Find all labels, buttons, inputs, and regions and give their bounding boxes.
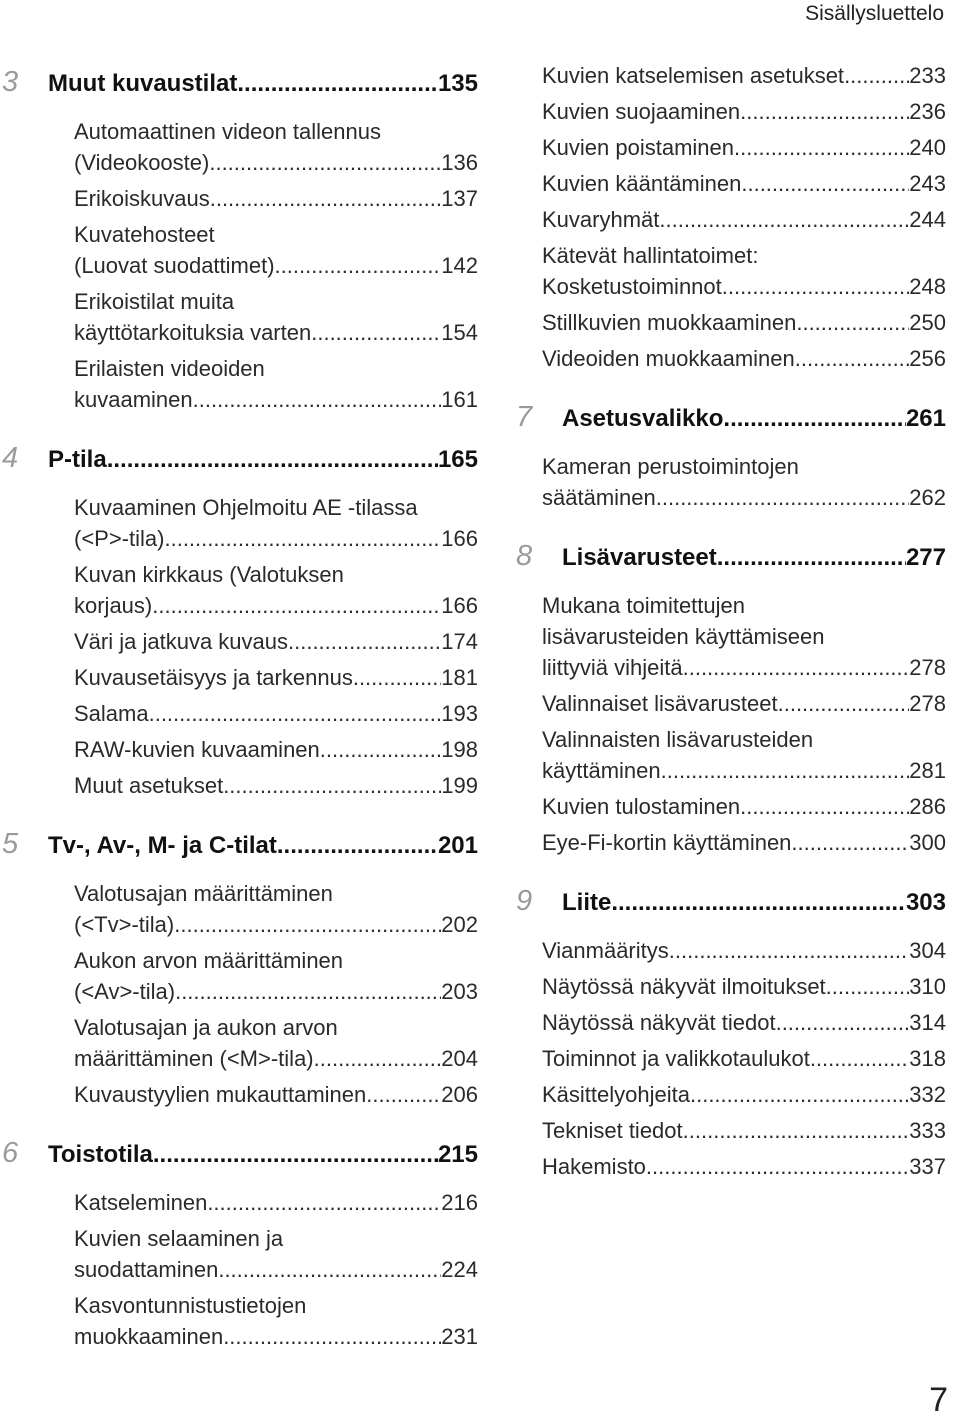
entry-page: 198: [441, 737, 478, 762]
entry-text: Kosketustoiminnot: [542, 274, 722, 299]
entry-text: Kuvien tulostaminen: [542, 794, 741, 819]
toc-entry[interactable]: [516, 96, 946, 127]
entry-page: 199: [441, 773, 478, 798]
entry-page: 203: [441, 979, 478, 1004]
chapter-number: 9: [516, 885, 533, 917]
dot-leader: [223, 1321, 441, 1352]
chapter-number: 4: [2, 442, 19, 474]
dot-leader: [311, 317, 441, 348]
chapter-title: Asetusvalikko: [562, 405, 724, 432]
entry-last-line: [542, 482, 946, 513]
entry-last-line: [542, 791, 946, 822]
entry-text-line: Kätevät hallintatoimet:: [542, 243, 759, 268]
chapter-title-row: [48, 832, 478, 860]
dot-leader: [683, 1115, 910, 1146]
toc-entry[interactable]: [516, 971, 946, 1002]
chapter-title-row: [48, 70, 478, 98]
entry-last-line: [542, 168, 946, 199]
entry-text-line: Valotusajan ja aukon arvon: [74, 1015, 338, 1040]
chapter-heading[interactable]: [516, 885, 946, 931]
chapter-title: Muut kuvaustilat: [48, 70, 238, 97]
entry-text: Erikoiskuvaus: [74, 186, 210, 211]
entry-page: 300: [909, 830, 946, 855]
chapter-spacer: [516, 518, 946, 534]
chapter-title: Toistotila: [48, 1141, 153, 1168]
entry-text: Muut asetukset: [74, 773, 224, 798]
entry-text-line: Automaattinen videon tallennus: [74, 119, 381, 144]
toc-entry[interactable]: [0, 878, 478, 940]
section-header: Sisällysluettelo: [805, 2, 944, 25]
dot-leader: [366, 1079, 441, 1110]
entry-last-line: [74, 734, 478, 765]
toc-entry[interactable]: [516, 935, 946, 966]
entry-last-line: [74, 183, 478, 214]
entry-last-line: [74, 1321, 478, 1352]
entry-text: suodattaminen: [74, 1257, 219, 1282]
toc-entry[interactable]: [516, 1115, 946, 1146]
entry-last-line: [542, 1079, 946, 1110]
entry-last-line: [74, 1043, 478, 1074]
entry-last-line: [74, 1254, 478, 1285]
entry-text: Kuvien poistaminen: [542, 135, 735, 160]
entry-text: Stillkuvien muokkaaminen: [542, 310, 797, 335]
entry-last-line: [542, 1151, 946, 1182]
entry-page: 286: [909, 794, 946, 819]
toc-entry[interactable]: [0, 626, 478, 657]
entry-text: Kuvaryhmät: [542, 207, 660, 232]
entry-page: 224: [441, 1257, 478, 1282]
entry-page: 304: [909, 938, 946, 963]
chapter-spacer: [0, 420, 478, 436]
dot-leader: [740, 96, 909, 127]
entry-text: Kuvausetäisyys ja tarkennus: [74, 665, 353, 690]
toc-entry[interactable]: [0, 116, 478, 178]
entry-page: 236: [909, 99, 946, 124]
dot-leader: [683, 652, 910, 683]
entry-text-line: Kuvatehosteet: [74, 222, 215, 247]
dot-leader: [152, 590, 441, 621]
entry-text-line: Kameran perustoimintojen: [542, 454, 799, 479]
entry-text-line: Erilaisten videoiden: [74, 356, 265, 381]
entry-page: 244: [909, 207, 946, 232]
dot-leader: [778, 688, 910, 719]
entry-text: Vianmääritys: [542, 938, 669, 963]
entry-page: 332: [909, 1082, 946, 1107]
dot-leader: [175, 976, 441, 1007]
entry-page: 231: [441, 1324, 478, 1349]
chapter-heading[interactable]: [0, 66, 478, 112]
entry-page: 333: [909, 1118, 946, 1143]
entry-page: 310: [909, 974, 946, 999]
toc-entry[interactable]: [516, 688, 946, 719]
dot-leader: [153, 1141, 438, 1169]
entry-text: Näytössä näkyvät ilmoitukset: [542, 974, 826, 999]
entry-last-line: [74, 976, 478, 1007]
entry-text: Käsittelyohjeita: [542, 1082, 690, 1107]
toc-entry[interactable]: [0, 559, 478, 621]
entry-page: 256: [909, 346, 946, 371]
entry-page: 136: [441, 150, 478, 175]
chapter-page: 277: [905, 544, 946, 571]
entry-last-line: [74, 523, 478, 554]
entry-last-line: [542, 60, 946, 91]
entry-last-line: [74, 250, 478, 281]
entry-page: 240: [909, 135, 946, 160]
chapter-title-row: [562, 405, 946, 433]
dot-leader: [209, 147, 441, 178]
entry-page: 262: [909, 485, 946, 510]
chapter-title-row: [562, 889, 946, 917]
toc-entry[interactable]: [0, 698, 478, 729]
entry-last-line: [542, 935, 946, 966]
entry-text: Toiminnot ja valikkotaulukot: [542, 1046, 810, 1071]
chapter-number: 3: [2, 66, 19, 98]
toc-entry[interactable]: [0, 492, 478, 554]
chapter-number: 7: [516, 401, 533, 433]
toc-entry[interactable]: [516, 168, 946, 199]
entry-page: 233: [909, 63, 946, 88]
chapter-spacer: [516, 863, 946, 879]
toc-entry[interactable]: [0, 734, 478, 765]
entry-text: Katseleminen: [74, 1190, 208, 1215]
toc-entry[interactable]: [0, 286, 478, 348]
dot-leader: [776, 1007, 910, 1038]
toc-entry[interactable]: [0, 1223, 478, 1285]
entry-text: Kuvien katselemisen asetukset: [542, 63, 845, 88]
entry-page: 154: [441, 320, 478, 345]
entry-page: 206: [441, 1082, 478, 1107]
dot-leader: [164, 523, 441, 554]
dot-leader: [210, 183, 442, 214]
entry-last-line: [542, 1043, 946, 1074]
entry-page: 278: [909, 691, 946, 716]
chapter-title-row: [48, 446, 478, 474]
entry-text: liittyviä vihjeitä: [542, 655, 683, 680]
dot-leader: [277, 832, 438, 860]
entry-last-line: [74, 317, 478, 348]
entry-last-line: [542, 1115, 946, 1146]
entry-text-line: Mukana toimitettujen: [542, 593, 745, 618]
entry-last-line: [542, 132, 946, 163]
toc-entry[interactable]: [516, 1043, 946, 1074]
chapter-heading[interactable]: [516, 540, 946, 586]
chapter-page: 215: [437, 1141, 478, 1168]
toc-entry[interactable]: [0, 662, 478, 693]
toc-entry[interactable]: [516, 240, 946, 302]
entry-last-line: [74, 626, 478, 657]
entry-text-line: Kuvien selaaminen ja: [74, 1226, 284, 1251]
entry-last-line: [74, 147, 478, 178]
chapter-title: Liite: [562, 889, 612, 916]
entry-text: Kuvaustyylien mukauttaminen: [74, 1082, 367, 1107]
chapter-title: Tv-, Av-, M- ja C-tilat: [48, 832, 277, 859]
toc-entry[interactable]: [516, 343, 946, 374]
dot-leader: [275, 250, 442, 281]
chapter-heading[interactable]: [0, 442, 478, 488]
entry-last-line: [74, 590, 478, 621]
entry-text: korjaus): [74, 593, 153, 618]
entry-text: käyttötarkoituksia varten: [74, 320, 312, 345]
entry-last-line: [74, 770, 478, 801]
entry-text: muokkaaminen: [74, 1324, 224, 1349]
entry-text-line: Valotusajan määrittäminen: [74, 881, 333, 906]
entry-last-line: [74, 698, 478, 729]
chapter-title: Lisävarusteet: [562, 544, 717, 571]
entry-last-line: [74, 909, 478, 940]
entry-text-line: Erikoistilat muita: [74, 289, 235, 314]
entry-last-line: [542, 271, 946, 302]
entry-last-line: [542, 827, 946, 858]
entry-text: (Videokooste): [74, 150, 210, 175]
chapter-page: 165: [437, 446, 478, 473]
chapter-spacer: [516, 379, 946, 395]
toc-entry[interactable]: [516, 1079, 946, 1110]
entry-last-line: [542, 204, 946, 235]
chapter-title-row: [562, 544, 946, 572]
entry-text: RAW-kuvien kuvaaminen: [74, 737, 320, 762]
toc-entry[interactable]: [516, 307, 946, 338]
dot-leader: [796, 307, 909, 338]
toc-right-column: [516, 60, 946, 1187]
entry-text: (<P>-tila): [74, 526, 165, 551]
entry-page: 318: [909, 1046, 946, 1071]
entry-last-line: [542, 652, 946, 683]
toc-entry[interactable]: [0, 1187, 478, 1218]
entry-text: Kuvien kääntäminen: [542, 171, 742, 196]
dot-leader: [218, 1254, 441, 1285]
dot-leader: [795, 343, 910, 374]
chapter-page: 201: [437, 832, 478, 859]
chapter-page: 135: [437, 70, 478, 97]
dot-leader: [669, 935, 910, 966]
entry-last-line: [542, 688, 946, 719]
entry-text: määrittäminen (<M>-tila): [74, 1046, 314, 1071]
entry-page: 281: [909, 758, 946, 783]
entry-page: 161: [441, 387, 478, 412]
dot-leader: [207, 1187, 441, 1218]
chapter-spacer: [0, 806, 478, 822]
entry-text: Väri ja jatkuva kuvaus: [74, 629, 288, 654]
entry-text: Valinnaiset lisävarusteet: [542, 691, 778, 716]
page-number: 7: [929, 1381, 948, 1419]
entry-last-line: [542, 343, 946, 374]
entry-page: 166: [441, 593, 478, 618]
entry-page: 202: [441, 912, 478, 937]
chapter-title-row: [48, 1141, 478, 1169]
entry-text: käyttäminen: [542, 758, 661, 783]
entry-text: (Luovat suodattimet): [74, 253, 275, 278]
toc-entry[interactable]: [516, 1007, 946, 1038]
entry-text: Salama: [74, 701, 149, 726]
chapter-title: P-tila: [48, 446, 107, 473]
entry-last-line: [542, 755, 946, 786]
entry-text-line: Kuvaaminen Ohjelmoitu AE -tilassa: [74, 495, 418, 520]
entry-page: 204: [441, 1046, 478, 1071]
chapter-page: 303: [905, 889, 946, 916]
toc-entry[interactable]: [0, 219, 478, 281]
dot-leader: [844, 60, 909, 91]
entry-page: 137: [441, 186, 478, 211]
entry-text: Videoiden muokkaaminen: [542, 346, 795, 371]
toc-entry[interactable]: [516, 132, 946, 163]
chapter-number: 5: [2, 828, 19, 860]
dot-leader: [734, 132, 909, 163]
entry-text: (<Av>-tila): [74, 979, 176, 1004]
dot-leader: [149, 698, 442, 729]
entry-last-line: [542, 971, 946, 1002]
entry-text-line: Valinnaisten lisävarusteiden: [542, 727, 814, 752]
entry-page: 243: [909, 171, 946, 196]
dot-leader: [656, 482, 910, 513]
dot-leader: [717, 544, 906, 572]
toc-entry[interactable]: [0, 770, 478, 801]
dot-leader: [237, 70, 438, 98]
chapter-heading[interactable]: [0, 828, 478, 874]
entry-last-line: [542, 307, 946, 338]
dot-leader: [611, 889, 906, 917]
entry-last-line: [74, 384, 478, 415]
dot-leader: [314, 1043, 442, 1074]
toc-entry[interactable]: [516, 60, 946, 91]
entry-page: 174: [441, 629, 478, 654]
entry-text: Hakemisto: [542, 1154, 646, 1179]
toc-left-column: [0, 60, 478, 1357]
dot-leader: [107, 446, 438, 474]
dot-leader: [288, 626, 441, 657]
chapter-page: 261: [905, 405, 946, 432]
dot-leader: [722, 271, 910, 302]
chapter-heading[interactable]: [0, 1137, 478, 1183]
entry-page: 314: [909, 1010, 946, 1035]
toc-entry[interactable]: [0, 353, 478, 415]
entry-last-line: [74, 1187, 478, 1218]
entry-text: säätäminen: [542, 485, 656, 510]
chapter-heading[interactable]: [516, 401, 946, 447]
entry-last-line: [542, 96, 946, 127]
chapter-number: 6: [2, 1137, 19, 1169]
dot-leader: [740, 791, 909, 822]
dot-leader: [353, 662, 441, 693]
entry-text: Tekniset tiedot: [542, 1118, 683, 1143]
toc-entry[interactable]: [516, 1151, 946, 1182]
dot-leader: [661, 755, 910, 786]
dot-leader: [320, 734, 442, 765]
entry-page: 216: [441, 1190, 478, 1215]
chapter-spacer: [0, 1115, 478, 1131]
dot-leader: [223, 770, 441, 801]
entry-text: kuvaaminen: [74, 387, 193, 412]
dot-leader: [741, 168, 909, 199]
toc-entry[interactable]: [0, 1079, 478, 1110]
entry-text: (<Tv>-tila): [74, 912, 175, 937]
entry-last-line: [542, 1007, 946, 1038]
toc-entry[interactable]: [0, 945, 478, 1007]
entry-page: 181: [441, 665, 478, 690]
entry-text-line: Kasvontunnistustietojen: [74, 1293, 307, 1318]
entry-page: 166: [441, 526, 478, 551]
dot-leader: [723, 405, 906, 433]
dot-leader: [659, 204, 909, 235]
entry-text: Näytössä näkyvät tiedot: [542, 1010, 776, 1035]
toc-entry[interactable]: [516, 204, 946, 235]
entry-page: 193: [441, 701, 478, 726]
toc-entry[interactable]: [516, 451, 946, 513]
dot-leader: [193, 384, 442, 415]
entry-text: Kuvien suojaaminen: [542, 99, 741, 124]
dot-leader: [174, 909, 441, 940]
toc-entry[interactable]: [0, 1290, 478, 1352]
entry-page: 278: [909, 655, 946, 680]
dot-leader: [810, 1043, 909, 1074]
toc-entry[interactable]: [0, 183, 478, 214]
chapter-number: 8: [516, 540, 533, 572]
dot-leader: [690, 1079, 909, 1110]
toc-entry[interactable]: [516, 724, 946, 786]
entry-page: 248: [909, 274, 946, 299]
entry-text: Eye-Fi-kortin käyttäminen: [542, 830, 792, 855]
entry-page: 142: [441, 253, 478, 278]
entry-text-line: lisävarusteiden käyttämiseen: [542, 624, 825, 649]
entry-page: 337: [909, 1154, 946, 1179]
entry-last-line: [74, 662, 478, 693]
entry-page: 250: [909, 310, 946, 335]
entry-text-line: Aukon arvon määrittäminen: [74, 948, 344, 973]
entry-last-line: [74, 1079, 478, 1110]
dot-leader: [826, 971, 910, 1002]
dot-leader: [791, 827, 909, 858]
dot-leader: [646, 1151, 909, 1182]
toc-entry[interactable]: [0, 1012, 478, 1074]
toc-entry[interactable]: [516, 827, 946, 858]
entry-text-line: Kuvan kirkkaus (Valotuksen: [74, 562, 344, 587]
toc-entry[interactable]: [516, 791, 946, 822]
toc-entry[interactable]: [516, 590, 946, 683]
